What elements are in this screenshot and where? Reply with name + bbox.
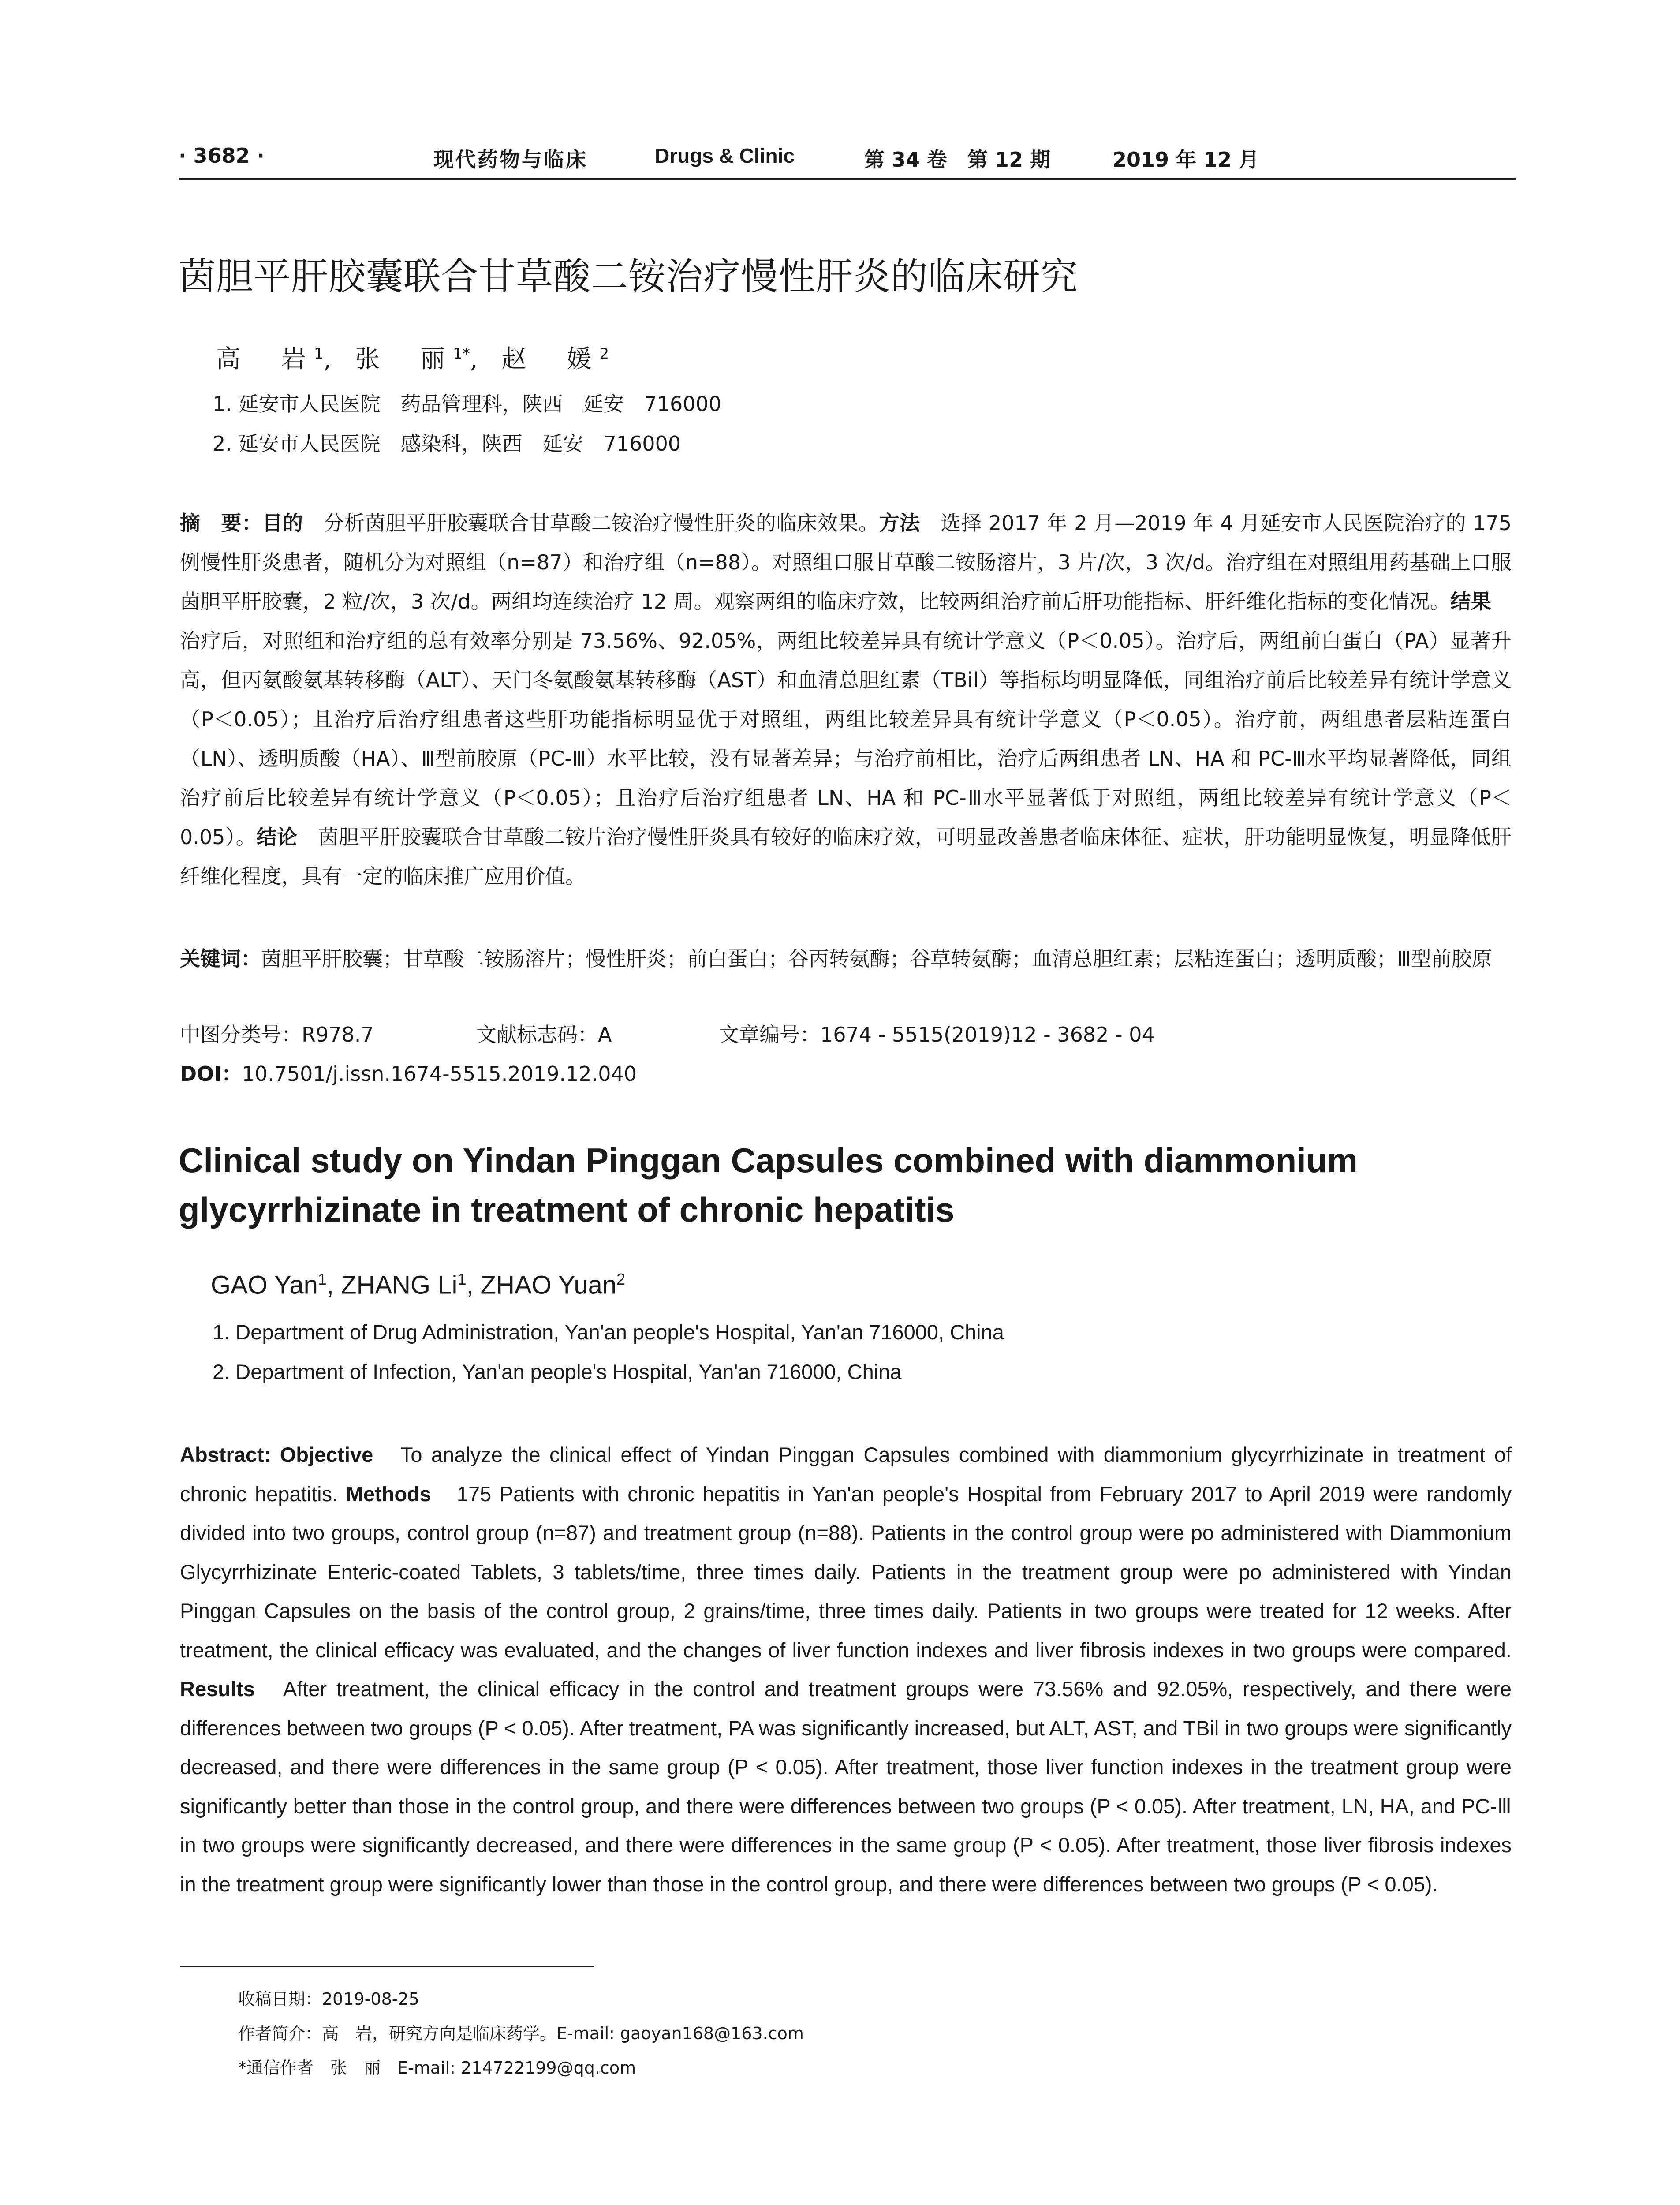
results-text: After treatment, the clinical efficacy in the control and treatment groups were 73.56% and 92.05%, respectively, and there were differences between two groups (P < 0.05). After treatment, PA was significantly increased, but ALT, AST, and TBil in two groups were significantly decreased, and there were differences in the same group (P < 0.05). After treatment, those liver function indexes in the treatment group were significantly better than those in the control group, and there were differences between two groups (P < 0.05). After treatment, LN, HA, and PC-Ⅲ in two groups were significantly decreased, and there were differences in the same group (P < 0.05). After treatment, those liver fibrosis indexes in the treatment group were significantly lower than those in the control group, and there were differences between two groups (P < 0.05). — [180, 1677, 1512, 1896]
affiliation-en: 2. Department of Infection, Yan'an people's Hospital, Yan'an 716000, China — [213, 1360, 902, 1383]
corresponding-author: *通信作者 张 丽 E-mail: 214722199@qq.com — [238, 2058, 636, 2078]
results-label: Results — [180, 1677, 255, 1700]
page-number: · 3682 · — [179, 144, 265, 168]
author-mark: 2 — [616, 1270, 626, 1288]
affiliation-cn: 1. 延安市人民医院 药品管理科，陕西 延安 716000 — [213, 392, 722, 416]
affiliation-cn: 2. 延安市人民医院 感染科，陕西 延安 716000 — [213, 432, 681, 456]
header-rule — [179, 178, 1516, 180]
methods-label: Methods — [346, 1482, 431, 1506]
clc-number: 中图分类号：R978.7 — [180, 1023, 374, 1046]
conclusion-label: 结论 — [256, 825, 298, 849]
received-date: 收稿日期：2019-08-25 — [238, 1989, 419, 2009]
title-cn: 茵胆平肝胶囊联合甘草酸二铵治疗慢性肝炎的临床研究 — [179, 255, 1079, 298]
methods-label: 方法 — [879, 511, 920, 535]
journal-name-en: Drugs & Clinic — [655, 144, 795, 167]
author-name: ZHANG Li — [341, 1271, 458, 1300]
journal-name-cn: 现代药物与临床 — [433, 148, 588, 172]
authors-en: GAO Yan$^1$, ZHANG Li$^1$, ZHAO Yuan$^2$ — [211, 1270, 626, 1300]
conclusion-text: 茵胆平肝胶囊联合甘草酸二铵片治疗慢性肝炎具有较好的临床疗效，可明显改善患者临床体征、症状，肝功能明显恢复，明显降低肝纤维化程度，具有一定的临床推广应用价值。 — [180, 825, 1512, 888]
footnote-rule — [180, 1966, 594, 1967]
author-name: GAO Yan — [211, 1271, 318, 1300]
author-mark: 1 — [457, 1270, 467, 1288]
author-name: 赵 媛 — [501, 345, 600, 374]
results-label: 结果 — [1450, 590, 1492, 613]
abstract-label: Abstract: — [180, 1443, 271, 1466]
objective-text: 分析茵胆平肝胶囊联合甘草酸二铵治疗慢性肝炎的临床效果。 — [303, 511, 879, 535]
running-header — [179, 140, 1516, 176]
author-name: ZHAO Yuan — [480, 1271, 617, 1300]
abstract-en — [180, 1435, 1512, 1904]
keywords-text: 茵胆平肝胶囊；甘草酸二铵肠溶片；慢性肝炎；前白蛋白；谷丙转氨酶；谷草转氨酶；血清总胆红素；层粘连蛋白；透明质酸；Ⅲ型前胶原 — [261, 947, 1492, 971]
objective-label: Objective — [280, 1443, 373, 1466]
methods-text: 175 Patients with chronic hepatitis in Yan'an people's Hospital from February 2017 to April 2019 were randomly divided into two groups, control group (n=87) and treatment group (n=88). Patients in the control group were po administered with Diammonium Glycyrrhizinate Enteric-coated Tablets, 3 tablets/time, three times daily. Patients in the treatment group were po administered with Yindan Pinggan Capsules on the basis of the control group, 2 grains/time, three times daily. Patients in two groups were treated for 12 weeks. After treatment, the clinical efficacy was evaluated, and the changes of liver function indexes and liver fibrosis indexes in two groups were compared. — [180, 1482, 1512, 1662]
methods-text: 选择 2017 年 2 月—2019 年 4 月延安市人民医院治疗的 175 例慢性肝炎患者，随机分为对照组（n=87）和治疗组（n=88）。对照组口服甘草酸二铵肠溶片，3 片/次，3 次/d。治疗组在对照组用药基础上口服茵胆平肝胶囊，2 粒/次，3 次/d。两组均连续治疗 12 周。观察两组的临床疗效，比较两组治疗前后肝功能指标、肝纤维化指标的变化情况。 — [180, 511, 1512, 613]
keywords-label: 关键词： — [180, 947, 261, 971]
author-mark: 1 — [317, 1270, 327, 1288]
doi-line — [180, 1058, 637, 1087]
keywords-cn — [180, 939, 1512, 979]
authors-cn: 高 岩$^1$, 张 丽$^{1*}$, 赵 媛$^2$ — [216, 345, 609, 374]
author-mark: 1 — [314, 345, 324, 363]
author-mark: 1* — [453, 345, 470, 363]
objective-text: To analyze the clinical effect of Yindan Pinggan Capsules combined with diammonium glycyrrhizinate in treatment of chronic hepatitis. — [180, 1443, 1512, 1506]
abstract-label: 摘 要： — [180, 511, 262, 535]
abstract-cn — [180, 504, 1512, 896]
results-text: 治疗后，对照组和治疗组的总有效率分别是 73.56%、92.05%，两组比较差异具有统计学意义（P＜0.05）。治疗后，两组前白蛋白（PA）显著升高，但丙氨酸氨基转移酶（ALT）、天门冬氨酸氨基转移酶（AST）和血清总胆红素（TBil）等指标均明显降低，同组治疗前后比较差异有统计学意义（P＜0.05）；且治疗后治疗组患者这些肝功能指标明显优于对照组，两组比较差异具有统计学意义（P＜0.05）。治疗前，两组患者层粘连蛋白（LN）、透明质酸（HA）、Ⅲ型前胶原（PC-Ⅲ）水平比较，没有显著差异；与治疗前相比，治疗后两组患者 LN、HA 和 PC-Ⅲ水平均显著降低，同组治疗前后比较差异有统计学意义（P＜0.05）；且治疗后治疗组患者 LN、HA 和 PC-Ⅲ水平显著低于对照组，两组比较差异有统计学意义（P＜0.05）。 — [180, 590, 1512, 849]
title-en: Clinical study on Yindan Pinggan Capsules combined with diammonium glycyrrhizinate in treatment of chronic hepatitis — [179, 1141, 1358, 1229]
doi-value: 10.7501/j.issn.1674-5515.2019.12.040 — [242, 1062, 637, 1086]
doi-label: DOI： — [180, 1062, 242, 1086]
article-number: 文章编号：1674 - 5515(2019)12 - 3682 - 04 — [719, 1023, 1155, 1046]
volume-issue: 第 34 卷 第 12 期 — [864, 148, 1051, 172]
author-name: 高 岩 — [216, 345, 314, 374]
author-bio: 作者简介：高 岩，研究方向是临床药学。E-mail: gaoyan168@163.com — [238, 2024, 804, 2043]
issue-date: 2019 年 12 月 — [1113, 148, 1259, 172]
author-mark: 2 — [599, 345, 609, 363]
author-name: 张 丽 — [355, 345, 453, 374]
affiliation-en: 1. Department of Drug Administration, Yan'an people's Hospital, Yan'an 716000, China — [213, 1320, 1004, 1344]
document-code: 文献标志码：A — [476, 1023, 612, 1046]
objective-label: 目的 — [262, 511, 303, 535]
